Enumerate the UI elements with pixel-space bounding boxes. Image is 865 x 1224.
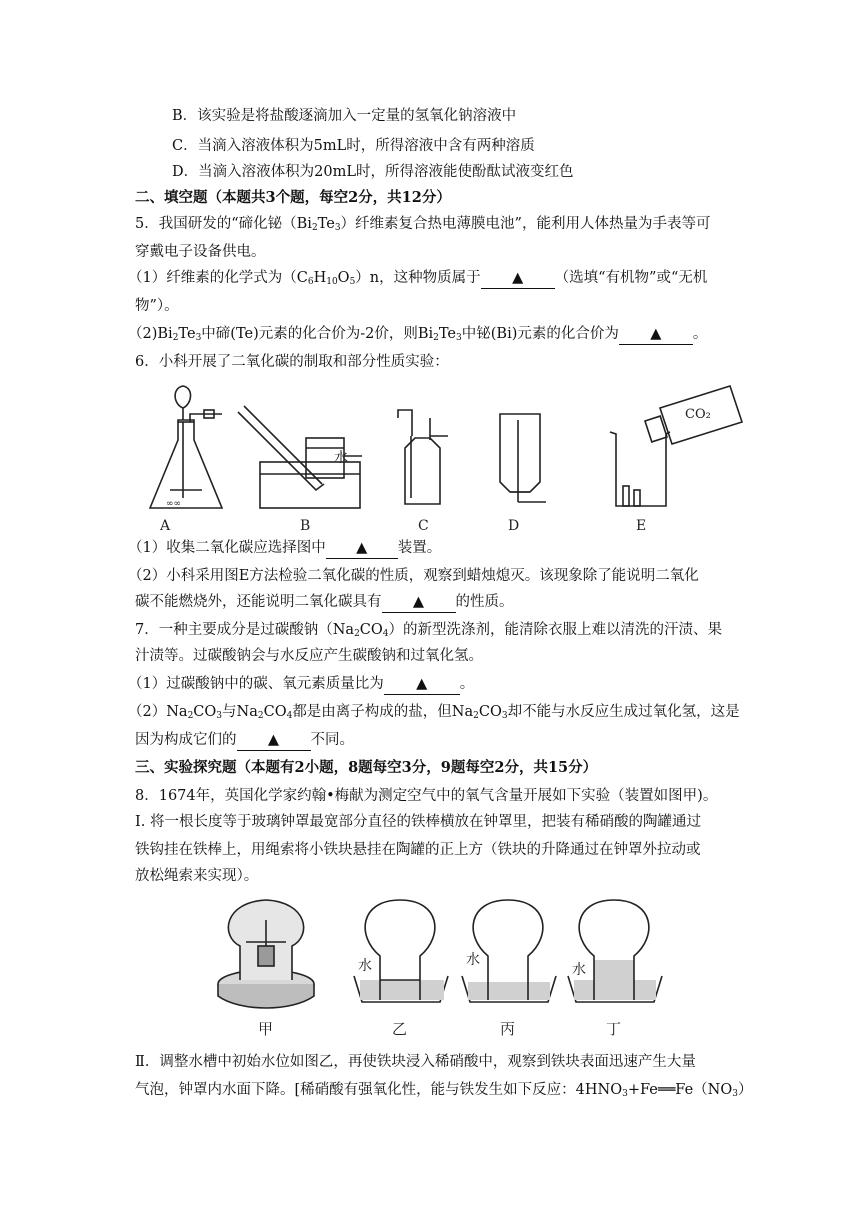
sub: 3 — [195, 333, 202, 343]
sub: 3 — [501, 711, 508, 721]
section2-title: 二、填空题（本题共3个题，每空2分，共12分） — [135, 189, 451, 206]
bell-jar-ding — [568, 900, 662, 1002]
answer-blank[interactable]: ▲ — [619, 324, 693, 345]
q5-stem — [135, 214, 710, 238]
text: Te — [178, 326, 196, 342]
sub: 2 — [187, 711, 194, 721]
q8-step2-line2 — [135, 1080, 752, 1104]
q8-step1-line3: 放松绳索来实现）。 — [135, 868, 259, 884]
sub: 3 — [334, 223, 341, 233]
q7-part1 — [128, 674, 474, 695]
q5-part2 — [128, 324, 707, 348]
bell-jar-figure — [210, 896, 670, 1046]
text: 不同。 — [310, 732, 354, 748]
text: Te — [438, 326, 457, 342]
q7-stem2: 汁渍等。过碳酸钠会与水反应产生碳酸钠和过氧化氢。 — [135, 648, 483, 664]
text: （1）纤维素的化学式为（C — [128, 270, 308, 286]
text: 中铋(Bi)元素的化合价为 — [461, 326, 619, 342]
answer-blank[interactable]: ▲ — [384, 674, 460, 695]
q5-stem2: 穿戴电子设备供电。 — [135, 244, 266, 260]
sub: 6 — [307, 277, 314, 287]
sub: 2 — [257, 711, 264, 721]
text: 因为构成它们的 — [135, 732, 237, 748]
fig-label-ding: 丁 — [606, 1020, 622, 1038]
label-c: C — [418, 518, 429, 534]
bell-jar-photo — [218, 900, 314, 1008]
sub: 3 — [622, 1089, 628, 1099]
sub: 2 — [172, 333, 179, 343]
text: CO — [478, 704, 502, 720]
text: ）的新型洗涤剂，能清除衣服上难以清洗的汗渍、果 — [388, 622, 723, 638]
text: ）纤维素复合热电薄膜电池”，能利用人体热量为手表等可 — [340, 216, 711, 232]
text: （选填“有机物”或“无机 — [554, 270, 708, 286]
q6-stem: 6．小科开展了二氧化碳的制取和部分性质实验： — [135, 354, 449, 370]
fig-label-jia: 甲 — [258, 1020, 274, 1038]
water-label-bing: 水 — [466, 952, 480, 968]
text: 却不能与水反应生成过氧化氢，这是 — [507, 704, 740, 720]
label-b: B — [300, 518, 311, 534]
sub: 5 — [349, 277, 356, 287]
q8-step1-line1: Ⅰ. 将一根长度等于玻璃钟罩最宽部分直径的铁棒横放在钟罩里，把装有稀硝酸的陶罐通过 — [135, 814, 701, 830]
answer-blank[interactable]: ▲ — [237, 730, 311, 751]
text: CO — [359, 622, 383, 638]
co2-label: CO₂ — [685, 407, 711, 422]
sub: 3 — [216, 711, 223, 721]
text: （2）Na — [128, 704, 188, 720]
text: O — [337, 270, 350, 286]
text: 。 — [459, 676, 475, 692]
text: （1）收集二氧化碳应选择图中 — [128, 540, 326, 556]
flask-a — [150, 420, 222, 508]
sub: 2 — [354, 629, 360, 639]
text: 与Na — [222, 704, 258, 720]
text: 的性质。 — [455, 594, 514, 610]
bottle-d — [500, 414, 540, 492]
answer-blank[interactable]: ▲ — [326, 538, 398, 559]
water-label: 水 — [334, 450, 348, 466]
text: +Fe══Fe（NO — [627, 1082, 733, 1098]
bell-jar-bing — [462, 900, 556, 1002]
fig-label-bing: 丙 — [500, 1020, 516, 1038]
q7-part2-cont — [135, 730, 354, 751]
option-b: B．该实验是将盐酸逐滴加入一定量的氢氧化钠溶液中 — [172, 108, 517, 124]
text: 7．一种主要成分是过碳酸钠（Na — [135, 622, 355, 638]
q8-stem: 8．1674年，英国化学家约翰•梅献为测定空气中的氧气含量开展如下实验（装置如图甲)。 — [135, 788, 718, 804]
sub: 3 — [456, 333, 462, 343]
label-d: D — [508, 518, 520, 534]
q7-part2 — [128, 702, 740, 726]
svg-text:∞∞: ∞∞ — [166, 499, 181, 509]
q5-part1 — [128, 268, 707, 292]
sub: 2 — [433, 333, 439, 343]
label-e: E — [636, 518, 647, 534]
text: （2)Bi — [128, 326, 173, 342]
text: Te — [317, 216, 335, 232]
sub: 10 — [326, 277, 338, 287]
water-label-yi: 水 — [358, 958, 372, 974]
q5-part1-cont: 物”）。 — [135, 298, 179, 314]
text: 中碲(Te)元素的化合价为-2价，则Bi — [201, 326, 434, 342]
bell-jar-yi — [354, 900, 448, 1002]
answer-blank[interactable]: ▲ — [382, 592, 456, 613]
sub: 4 — [382, 629, 389, 639]
sub: 4 — [286, 711, 293, 721]
text: 。 — [692, 326, 708, 342]
text: ） — [737, 1082, 753, 1098]
q8-step1-line2: 铁钩挂在铁棒上，用绳索将小铁块悬挂在陶罐的正上方（铁块的升降通过在钟罩外拉动或 — [135, 842, 701, 858]
text: 碳不能燃烧外，还能说明二氧化碳具有 — [135, 594, 382, 610]
q7-stem — [135, 620, 722, 644]
co2-apparatus-figure — [130, 378, 750, 538]
text: （1）过碳酸钠中的碳、氧元素质量比为 — [128, 676, 384, 692]
answer-blank[interactable]: ▲ — [481, 268, 555, 289]
text: H — [313, 270, 327, 286]
q6-part1 — [128, 538, 441, 559]
text: CO — [193, 704, 217, 720]
sub: 2 — [473, 711, 479, 721]
q6-part2: （2）小科采用图E方法检验二氧化碳的性质，观察到蜡烛熄灭。该现象除了能说明二氧化 — [128, 568, 699, 584]
option-d: D．当滴入溶液体积为20mL时，所得溶液能使酚酞试液变红色 — [172, 164, 574, 180]
text: ）n，这种物质属于 — [355, 270, 481, 286]
text: 气泡，钟罩内水面下降。[稀硝酸有强氧化性，能与铁发生如下反应：4HNO — [135, 1082, 623, 1098]
sub: 3 — [732, 1089, 738, 1099]
section3-title: 三、实验探究题（本题有2小题，8题每空3分，9题每空2分，共15分） — [135, 759, 598, 776]
option-c: C．当滴入溶液体积为5mL时，所得溶液中含有两种溶质 — [172, 138, 535, 154]
text: 装置。 — [397, 540, 442, 556]
fig-label-yi: 乙 — [392, 1020, 408, 1038]
text: CO — [263, 704, 287, 720]
label-a: A — [160, 518, 171, 534]
q6-part2-cont — [135, 592, 514, 613]
text: 都是由离子构成的盐，但Na — [292, 704, 474, 720]
water-label-ding: 水 — [572, 962, 586, 978]
text: 5．我国研发的“碲化铋（Bi — [135, 216, 312, 232]
sub: 2 — [311, 223, 318, 233]
q8-step2-line1: Ⅱ．调整水槽中初始水位如图乙，再使铁块浸入稀硝酸中，观察到铁块表面迅速产生大量 — [135, 1054, 696, 1070]
